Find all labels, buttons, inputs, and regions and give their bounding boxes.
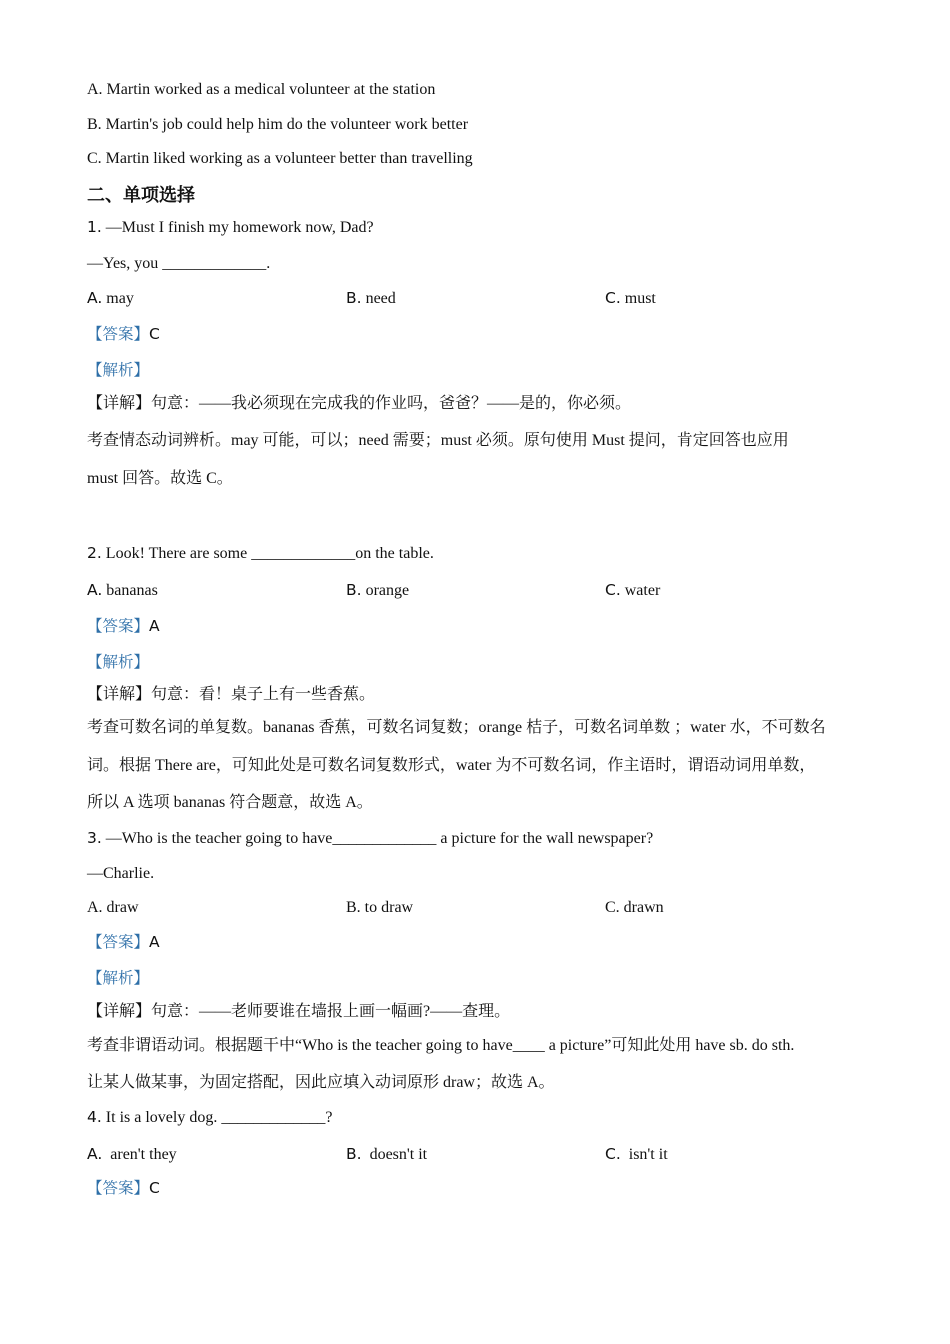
- q3-option-b: B. to draw: [346, 899, 414, 916]
- q2-explain-1: 考查可数名词的单复数。bananas 香蕉，可数名词复数；orange 桔子，可数名词单数 ；water 水，不可数名: [87, 719, 826, 736]
- q2-option-b: [346, 580, 409, 601]
- q3-explain-1: 考查非谓语动词。根据题干中“Who is the teacher going to have____ a picture”可知此处用 have sb. do sth.: [87, 1037, 795, 1054]
- prev-option-b: B. Martin's job could help him do the volunteer work better: [87, 116, 469, 133]
- q4-answer-value: C: [149, 1179, 160, 1197]
- q4-answer: [87, 1178, 160, 1199]
- q4-option-a-key: A.: [87, 1145, 103, 1163]
- q4-stem: [87, 1107, 332, 1128]
- q2-option-a: [87, 580, 158, 601]
- q2-stem: [87, 543, 434, 564]
- q2-option-a-key: A.: [87, 581, 103, 599]
- q3-answer-value: A: [149, 933, 160, 951]
- q1-number: 1.: [87, 218, 102, 236]
- q3-option-a: A. draw: [87, 899, 139, 916]
- q1-option-c-text: must: [624, 290, 656, 307]
- q2-number: 2.: [87, 544, 102, 562]
- q1-detail: 【详解】句意：——我必须现在完成我的作业吗，爸爸？——是的，你必须。: [87, 395, 632, 412]
- q1-stem: [87, 217, 374, 238]
- q2-option-c-key: C.: [605, 581, 621, 599]
- q2-option-b-key: B.: [346, 581, 362, 599]
- q1-analysis: [87, 360, 149, 381]
- q1-option-b: [346, 288, 396, 309]
- q3-answer: [87, 932, 160, 953]
- q3-answer-label: 【答案】: [87, 933, 150, 951]
- q2-detail: 【详解】句意：看！桌子上有一些香蕉。: [87, 686, 376, 703]
- q2-explain-3: 所以 A 选项 bananas 符合题意，故选 A。: [87, 794, 373, 811]
- prev-option-c: C. Martin liked working as a volunteer better than travelling: [87, 150, 473, 167]
- q1-answer-label: 【答案】: [87, 325, 150, 343]
- q2-answer-label: 【答案】: [87, 617, 150, 635]
- q3-explain-2: 让某人做某事，为固定搭配，因此应填入动词原形 draw；故选 A。: [87, 1074, 555, 1091]
- q4-option-a: [87, 1144, 177, 1165]
- q1-text1: —Must I finish my homework now, Dad?: [105, 219, 374, 236]
- section-title: 二、单项选择: [87, 185, 195, 206]
- q2-text1: Look! There are some _____________on the table.: [105, 545, 434, 562]
- q3-detail: 【详解】句意：——老师要谁在墙报上画一幅画?——查理。: [87, 1003, 511, 1020]
- q3-analysis: [87, 968, 149, 989]
- q1-option-a-text: may: [106, 290, 134, 307]
- q4-answer-label: 【答案】: [87, 1179, 150, 1197]
- q4-option-b-key: B.: [346, 1145, 362, 1163]
- q1-option-a-key: A.: [87, 289, 103, 307]
- q4-option-b-text: doesn't it: [369, 1146, 428, 1163]
- q1-explain-2: must 回答。故选 C。: [87, 470, 233, 487]
- q4-option-a-text: aren't they: [110, 1146, 177, 1163]
- q1-option-b-key: B.: [346, 289, 362, 307]
- q1-explain-1: 考查情态动词辨析。may 可能，可以；need 需要；must 必须。原句使用 Must 提问，肯定回答也应用: [87, 432, 789, 449]
- q1-answer-value: C: [149, 325, 160, 343]
- q1-text2: —Yes, you _____________.: [87, 255, 271, 272]
- q2-answer: [87, 616, 160, 637]
- q3-option-c: C. drawn: [605, 899, 664, 916]
- q2-analysis: [87, 652, 149, 673]
- q2-answer-value: A: [149, 617, 160, 635]
- q4-number: 4.: [87, 1108, 102, 1126]
- q1-answer: [87, 324, 160, 345]
- q3-number: 3.: [87, 829, 102, 847]
- q1-option-c-key: C.: [605, 289, 621, 307]
- q4-option-c: [605, 1144, 668, 1165]
- q2-option-a-text: bananas: [106, 582, 158, 599]
- q2-analysis-label: 【解析】: [87, 653, 150, 671]
- q3-text1: —Who is the teacher going to have_____________ a picture for the wall newspaper?: [105, 830, 654, 847]
- q3-stem: [87, 828, 653, 849]
- q3-analysis-label: 【解析】: [87, 969, 150, 987]
- q4-text1: It is a lovely dog. _____________?: [105, 1109, 333, 1126]
- q1-option-c: [605, 288, 656, 309]
- q2-option-b-text: orange: [365, 582, 410, 599]
- q1-analysis-label: 【解析】: [87, 361, 150, 379]
- q2-option-c-text: water: [624, 582, 661, 599]
- q2-explain-2: 词。根据 There are，可知此处是可数名词复数形式，water 为不可数名词，作主语时，谓语动词用单数，: [87, 757, 816, 774]
- q4-option-c-key: C.: [605, 1145, 621, 1163]
- q1-option-a: [87, 288, 134, 309]
- q4-option-c-text: isn't it: [628, 1146, 668, 1163]
- q4-option-b: [346, 1144, 427, 1165]
- prev-option-a: A. Martin worked as a medical volunteer at the station: [87, 81, 436, 98]
- q1-option-b-text: need: [365, 290, 396, 307]
- q2-option-c: [605, 580, 660, 601]
- q3-text2: —Charlie.: [87, 865, 155, 882]
